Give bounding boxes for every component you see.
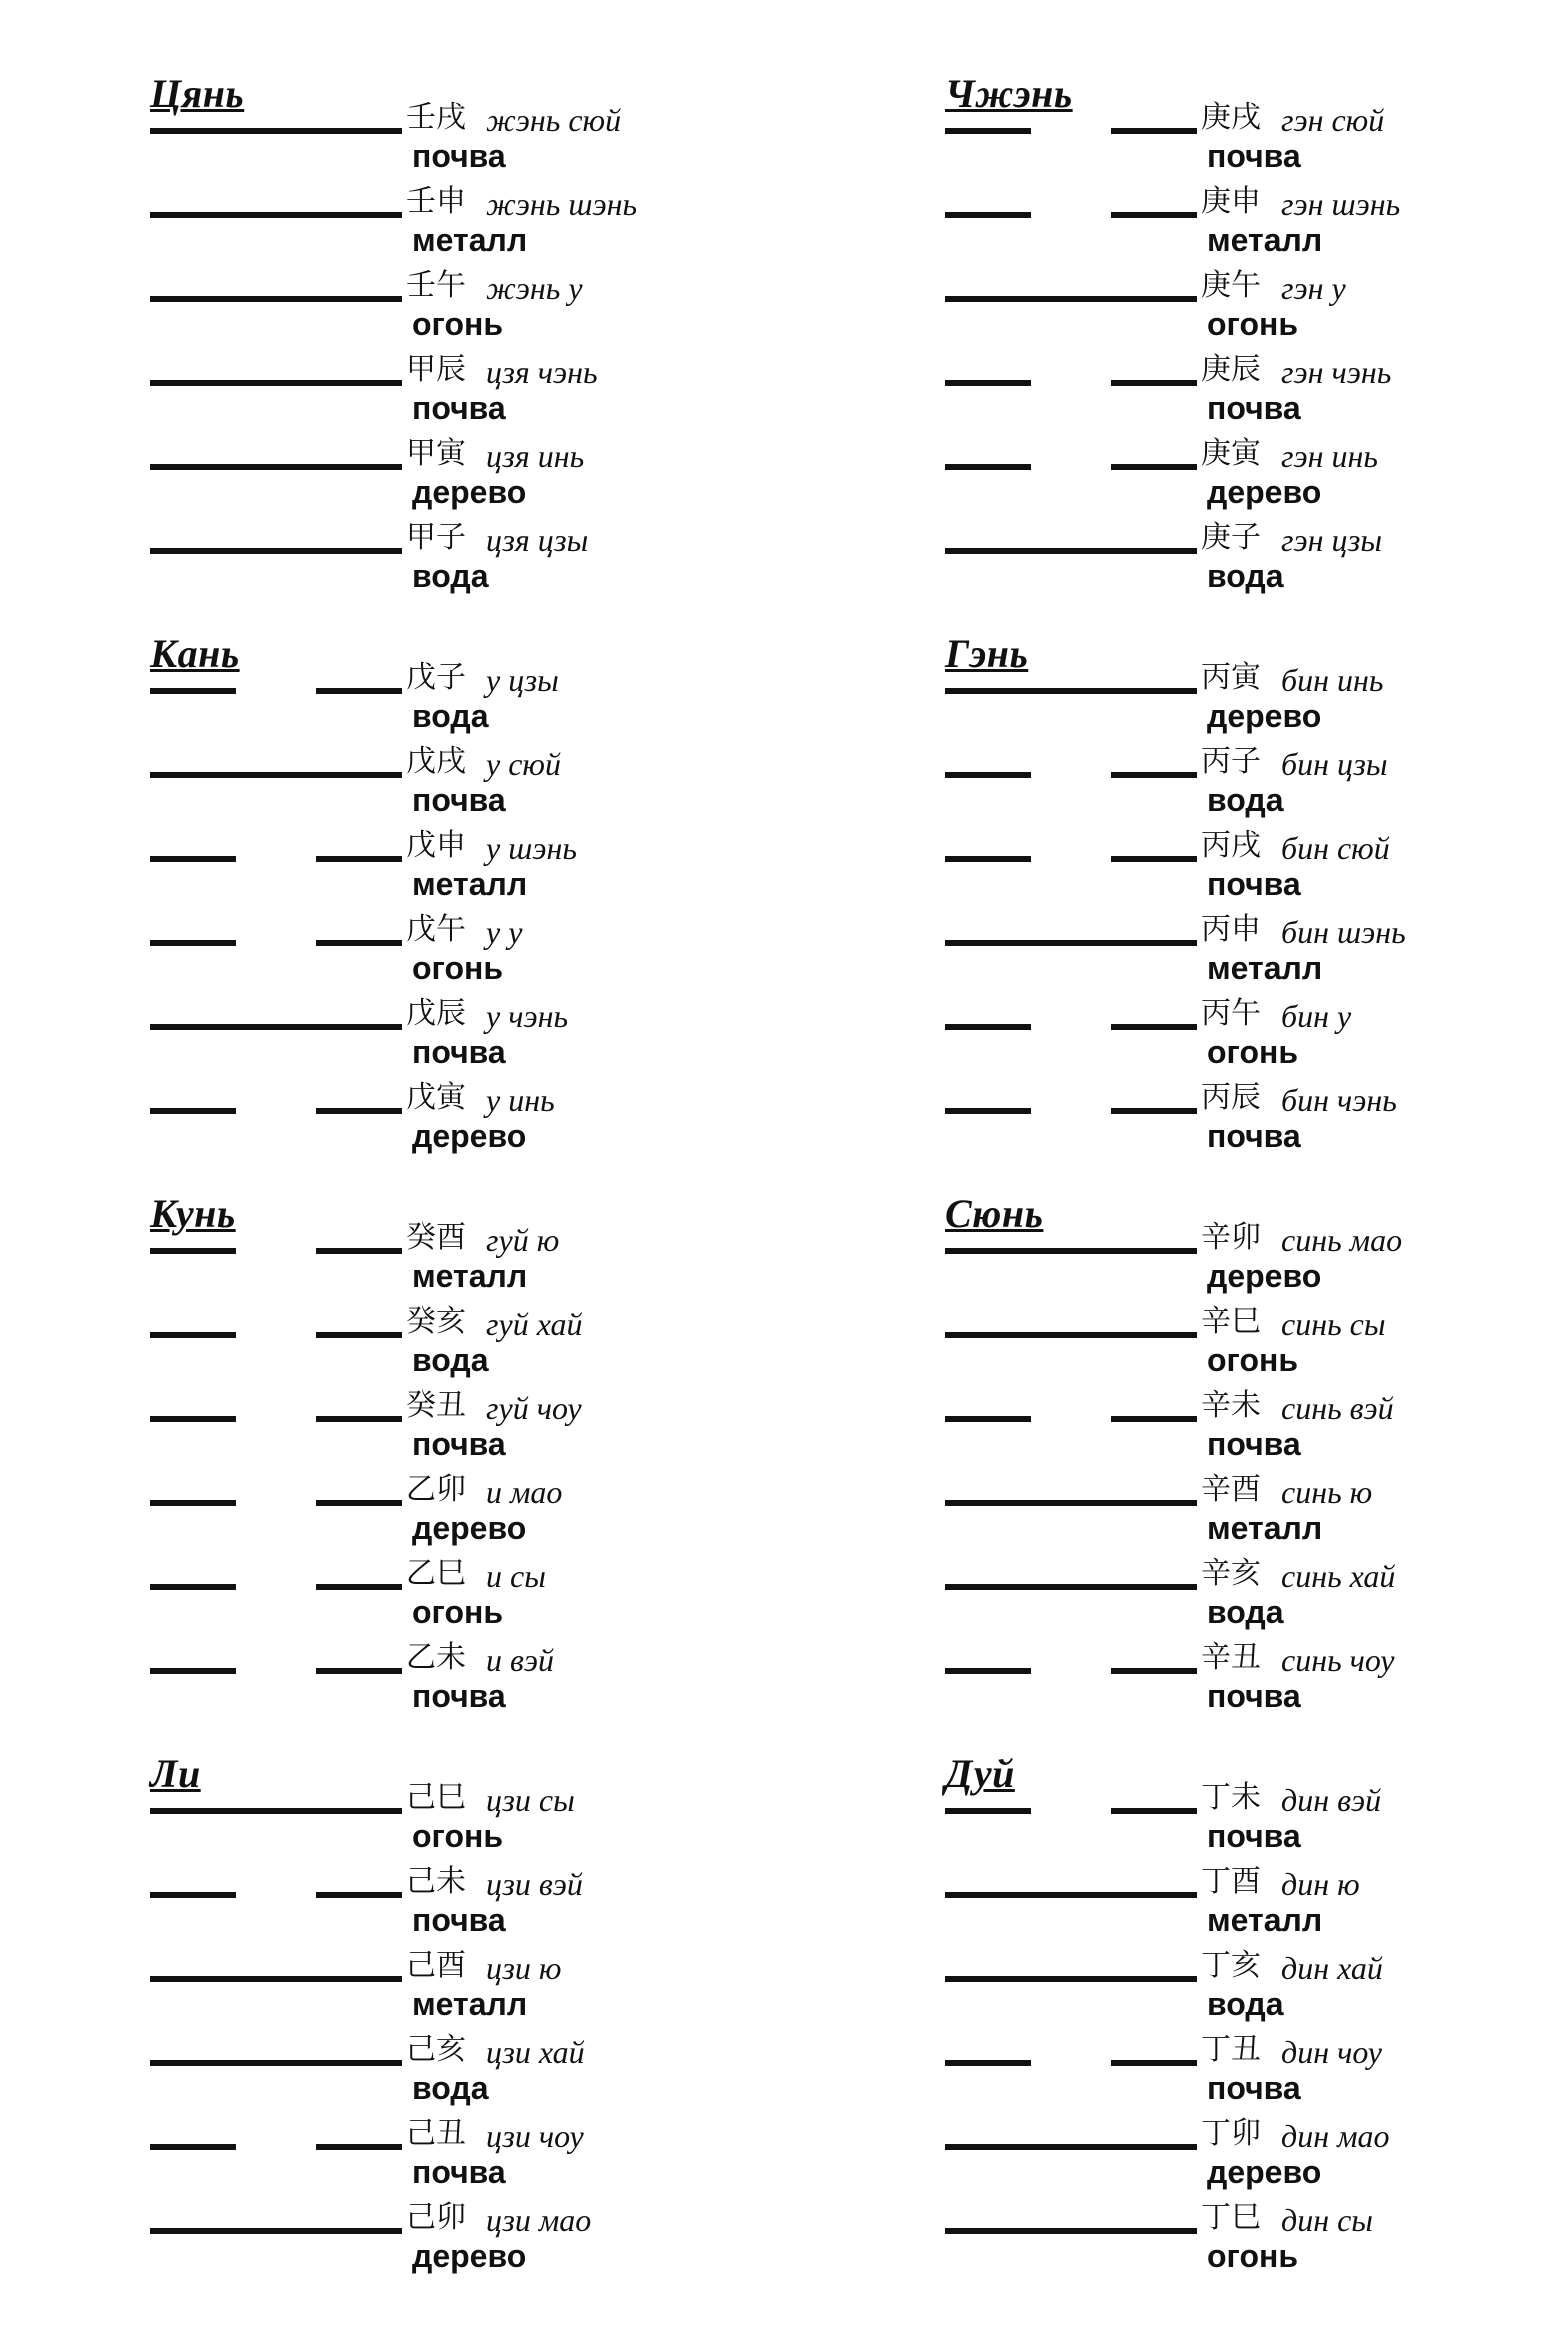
line-hanzi: 己未 bbox=[406, 1864, 466, 1899]
line-row bbox=[945, 510, 1505, 594]
line-reading: синь ю bbox=[1281, 1474, 1373, 1510]
yang-line bbox=[945, 1500, 1197, 1506]
yang-line bbox=[150, 1808, 402, 1814]
line-row bbox=[945, 342, 1505, 426]
yang-line bbox=[150, 2228, 402, 2234]
line-row bbox=[945, 734, 1505, 818]
line-row bbox=[945, 1938, 1505, 2022]
yin-line-left-segment bbox=[945, 856, 1031, 862]
line-hanzi: 己亥 bbox=[406, 2032, 466, 2067]
yang-line bbox=[150, 1976, 402, 1982]
yin-line-right-segment bbox=[1111, 380, 1197, 386]
line-hanzi: 丙子 bbox=[1201, 744, 1261, 779]
line-element: почва bbox=[412, 1902, 506, 1938]
line-row bbox=[150, 1938, 710, 2022]
yin-line-left-segment bbox=[150, 1416, 236, 1422]
line-hanzi: 丁巳 bbox=[1201, 2200, 1261, 2235]
yin-line-right-segment bbox=[316, 1584, 402, 1590]
line-row bbox=[945, 1546, 1505, 1630]
yin-line-left-segment bbox=[945, 464, 1031, 470]
yang-line bbox=[945, 940, 1197, 946]
line-element: металл bbox=[1207, 950, 1323, 986]
line-row bbox=[945, 1462, 1505, 1546]
trigram-title: Гэнь bbox=[945, 631, 1029, 676]
line-row bbox=[945, 818, 1505, 902]
line-row bbox=[150, 342, 710, 426]
line-row bbox=[150, 1070, 710, 1154]
line-row bbox=[150, 2106, 710, 2190]
yin-line-left-segment bbox=[945, 1108, 1031, 1114]
line-row bbox=[150, 426, 710, 510]
line-row bbox=[945, 1630, 1505, 1714]
line-reading: бин сюй bbox=[1281, 830, 1390, 866]
yin-line-left-segment bbox=[150, 940, 236, 946]
yin-line-right-segment bbox=[1111, 2060, 1197, 2066]
line-element: вода bbox=[1207, 1594, 1284, 1630]
line-reading: дин мао bbox=[1281, 2118, 1390, 2154]
line-reading: бин шэнь bbox=[1281, 914, 1406, 950]
line-hanzi: 乙卯 bbox=[406, 1472, 466, 1507]
line-reading: бин чэнь bbox=[1281, 1082, 1397, 1118]
line-reading: жэнь сюй bbox=[486, 102, 622, 138]
line-reading: дин хай bbox=[1281, 1950, 1383, 1986]
line-hanzi: 戊申 bbox=[406, 828, 466, 863]
line-reading: гэн цзы bbox=[1281, 522, 1383, 558]
line-element: огонь bbox=[412, 306, 503, 342]
line-row bbox=[150, 1630, 710, 1714]
line-element: металл bbox=[412, 866, 528, 902]
line-element: дерево bbox=[412, 1510, 527, 1546]
line-row bbox=[150, 818, 710, 902]
trigram-block-dui bbox=[945, 1750, 1505, 2274]
line-hanzi: 丙寅 bbox=[1201, 660, 1261, 695]
line-reading: и сы bbox=[486, 1558, 546, 1594]
line-hanzi: 乙巳 bbox=[406, 1556, 466, 1591]
yang-line bbox=[945, 1332, 1197, 1338]
yang-line bbox=[150, 296, 402, 302]
line-row bbox=[945, 90, 1505, 174]
line-hanzi: 丙戌 bbox=[1201, 828, 1261, 863]
trigram-block-li bbox=[150, 1750, 710, 2274]
trigram-block-qian bbox=[150, 70, 710, 594]
line-hanzi: 戊戌 bbox=[406, 744, 466, 779]
yin-line-left-segment bbox=[945, 1668, 1031, 1674]
yin-line-right-segment bbox=[1111, 212, 1197, 218]
line-hanzi: 己巳 bbox=[406, 1780, 466, 1815]
line-element: почва bbox=[1207, 866, 1301, 902]
line-reading: цзи хай bbox=[486, 2034, 585, 2070]
line-element: вода bbox=[1207, 1986, 1284, 2022]
line-reading: дин чоу bbox=[1281, 2034, 1382, 2070]
line-reading: дин вэй bbox=[1281, 1782, 1382, 1818]
line-reading: синь сы bbox=[1281, 1306, 1386, 1342]
line-element: огонь bbox=[1207, 2238, 1298, 2274]
trigram-title: Ли bbox=[150, 1751, 201, 1796]
line-hanzi: 癸酉 bbox=[406, 1220, 466, 1255]
line-reading: у у bbox=[486, 914, 523, 950]
line-element: почва bbox=[1207, 2070, 1301, 2106]
yin-line-right-segment bbox=[1111, 128, 1197, 134]
line-element: огонь bbox=[412, 1594, 503, 1630]
line-element: металл bbox=[412, 1258, 528, 1294]
line-element: почва bbox=[1207, 1678, 1301, 1714]
line-hanzi: 丁未 bbox=[1201, 1780, 1261, 1815]
line-row bbox=[150, 90, 710, 174]
line-reading: бин цзы bbox=[1281, 746, 1388, 782]
line-element: вода bbox=[412, 1342, 489, 1378]
line-hanzi: 辛卯 bbox=[1201, 1220, 1261, 1255]
line-reading: гэн сюй bbox=[1281, 102, 1385, 138]
line-reading: цзи мао bbox=[486, 2202, 592, 2238]
yang-line bbox=[150, 2060, 402, 2066]
yin-line-left-segment bbox=[945, 1024, 1031, 1030]
yin-line-right-segment bbox=[316, 1668, 402, 1674]
line-reading: и мао bbox=[486, 1474, 563, 1510]
line-element: дерево bbox=[1207, 1258, 1322, 1294]
line-row bbox=[945, 258, 1505, 342]
yin-line-left-segment bbox=[945, 380, 1031, 386]
line-row bbox=[945, 2190, 1505, 2274]
line-element: металл bbox=[1207, 1510, 1323, 1546]
line-row bbox=[150, 650, 710, 734]
line-element: почва bbox=[1207, 138, 1301, 174]
line-reading: цзи ю bbox=[486, 1950, 562, 1986]
line-row bbox=[945, 1854, 1505, 1938]
line-element: огонь bbox=[1207, 306, 1298, 342]
line-reading: дин ю bbox=[1281, 1866, 1360, 1902]
yin-line-left-segment bbox=[150, 856, 236, 862]
yang-line bbox=[945, 548, 1197, 554]
yin-line-right-segment bbox=[1111, 856, 1197, 862]
line-hanzi: 庚午 bbox=[1201, 268, 1261, 303]
line-hanzi: 丙申 bbox=[1201, 912, 1261, 947]
line-row bbox=[150, 1854, 710, 1938]
yin-line-left-segment bbox=[150, 1248, 236, 1254]
line-element: вода bbox=[412, 558, 489, 594]
line-hanzi: 丁卯 bbox=[1201, 2116, 1261, 2151]
line-reading: синь вэй bbox=[1281, 1390, 1394, 1426]
yang-line bbox=[150, 548, 402, 554]
line-reading: гэн у bbox=[1281, 270, 1346, 306]
line-row bbox=[945, 426, 1505, 510]
line-hanzi: 庚申 bbox=[1201, 184, 1261, 219]
trigram-title: Сюнь bbox=[945, 1191, 1044, 1236]
yin-line-right-segment bbox=[316, 1416, 402, 1422]
line-hanzi: 戊寅 bbox=[406, 1080, 466, 1115]
line-element: металл bbox=[412, 222, 528, 258]
yin-line-left-segment bbox=[945, 128, 1031, 134]
line-row bbox=[150, 1378, 710, 1462]
yin-line-left-segment bbox=[945, 772, 1031, 778]
line-hanzi: 己酉 bbox=[406, 1948, 466, 1983]
yin-line-right-segment bbox=[1111, 1668, 1197, 1674]
yin-line-right-segment bbox=[316, 1248, 402, 1254]
yang-line bbox=[150, 1024, 402, 1030]
yang-line bbox=[945, 2228, 1197, 2234]
line-hanzi: 辛巳 bbox=[1201, 1304, 1261, 1339]
line-reading: жэнь у bbox=[486, 270, 583, 306]
line-reading: бин инь bbox=[1281, 662, 1384, 698]
trigram-title: Цянь bbox=[150, 71, 245, 116]
line-reading: гуй хай bbox=[486, 1306, 583, 1342]
yin-line-left-segment bbox=[945, 2060, 1031, 2066]
line-row bbox=[945, 1294, 1505, 1378]
line-hanzi: 辛未 bbox=[1201, 1388, 1261, 1423]
yang-line bbox=[945, 296, 1197, 302]
line-row bbox=[150, 1462, 710, 1546]
line-row bbox=[150, 1770, 710, 1854]
line-element: огонь bbox=[1207, 1034, 1298, 1070]
line-hanzi: 壬戌 bbox=[406, 100, 466, 135]
line-reading: у шэнь bbox=[486, 830, 577, 866]
yin-line-left-segment bbox=[945, 1416, 1031, 1422]
line-element: вода bbox=[412, 698, 489, 734]
line-reading: гуй ю bbox=[486, 1222, 560, 1258]
yin-line-right-segment bbox=[1111, 1808, 1197, 1814]
line-element: огонь bbox=[412, 950, 503, 986]
line-hanzi: 辛酉 bbox=[1201, 1472, 1261, 1507]
line-hanzi: 壬申 bbox=[406, 184, 466, 219]
line-element: почва bbox=[412, 2154, 506, 2190]
line-element: дерево bbox=[1207, 2154, 1322, 2190]
line-reading: у чэнь bbox=[486, 998, 569, 1034]
yang-line bbox=[945, 688, 1197, 694]
yin-line-right-segment bbox=[316, 856, 402, 862]
yin-line-right-segment bbox=[316, 1108, 402, 1114]
line-hanzi: 甲子 bbox=[406, 520, 466, 555]
line-element: почва bbox=[1207, 390, 1301, 426]
line-reading: синь мао bbox=[1281, 1222, 1403, 1258]
yin-line-right-segment bbox=[316, 1332, 402, 1338]
line-row bbox=[945, 902, 1505, 986]
line-element: вода bbox=[1207, 558, 1284, 594]
yang-line bbox=[150, 212, 402, 218]
line-row bbox=[150, 986, 710, 1070]
yin-line-left-segment bbox=[150, 1892, 236, 1898]
line-element: дерево bbox=[412, 1118, 527, 1154]
trigram-block-xun bbox=[945, 1190, 1505, 1714]
line-row bbox=[945, 174, 1505, 258]
line-element: огонь bbox=[1207, 1342, 1298, 1378]
line-hanzi: 辛丑 bbox=[1201, 1640, 1261, 1675]
yin-line-left-segment bbox=[945, 1808, 1031, 1814]
line-row bbox=[150, 1546, 710, 1630]
line-row bbox=[150, 902, 710, 986]
trigram-title: Чжэнь bbox=[945, 71, 1073, 116]
line-row bbox=[150, 510, 710, 594]
yang-line bbox=[945, 2144, 1197, 2150]
trigram-title: Кань bbox=[150, 631, 240, 676]
line-element: металл bbox=[1207, 1902, 1323, 1938]
line-hanzi: 癸亥 bbox=[406, 1304, 466, 1339]
line-hanzi: 丁酉 bbox=[1201, 1864, 1261, 1899]
yin-line-right-segment bbox=[1111, 1108, 1197, 1114]
yin-line-right-segment bbox=[1111, 1416, 1197, 1422]
line-row bbox=[945, 1070, 1505, 1154]
yin-line-right-segment bbox=[316, 2144, 402, 2150]
line-element: вода bbox=[412, 2070, 489, 2106]
trigram-block-zhen bbox=[945, 70, 1505, 594]
line-reading: гэн инь bbox=[1281, 438, 1378, 474]
line-reading: у сюй bbox=[486, 746, 561, 782]
yang-line bbox=[150, 772, 402, 778]
line-element: почва bbox=[412, 1678, 506, 1714]
yin-line-right-segment bbox=[316, 940, 402, 946]
yin-line-left-segment bbox=[150, 1584, 236, 1590]
yin-line-left-segment bbox=[945, 212, 1031, 218]
yang-line bbox=[150, 380, 402, 386]
line-element: огонь bbox=[412, 1818, 503, 1854]
trigram-block-kan bbox=[150, 630, 710, 1154]
line-element: почва bbox=[1207, 1118, 1301, 1154]
line-reading: цзи вэй bbox=[486, 1866, 583, 1902]
yin-line-left-segment bbox=[150, 1108, 236, 1114]
yin-line-left-segment bbox=[150, 688, 236, 694]
line-element: почва bbox=[1207, 1426, 1301, 1462]
line-hanzi: 壬午 bbox=[406, 268, 466, 303]
line-row bbox=[150, 2022, 710, 2106]
yang-line bbox=[945, 1892, 1197, 1898]
line-hanzi: 戊午 bbox=[406, 912, 466, 947]
line-reading: цзя инь bbox=[486, 438, 585, 474]
line-reading: цзи сы bbox=[486, 1782, 575, 1818]
line-reading: у инь bbox=[486, 1082, 555, 1118]
line-reading: цзя чэнь bbox=[486, 354, 598, 390]
line-element: почва bbox=[412, 138, 506, 174]
line-hanzi: 辛亥 bbox=[1201, 1556, 1261, 1591]
line-row bbox=[945, 2022, 1505, 2106]
line-hanzi: 庚戌 bbox=[1201, 100, 1261, 135]
line-hanzi: 丙辰 bbox=[1201, 1080, 1261, 1115]
yang-line bbox=[945, 1584, 1197, 1590]
yin-line-right-segment bbox=[316, 1500, 402, 1506]
line-element: почва bbox=[412, 1034, 506, 1070]
line-hanzi: 丁丑 bbox=[1201, 2032, 1261, 2067]
line-element: почва bbox=[412, 1426, 506, 1462]
line-hanzi: 己丑 bbox=[406, 2116, 466, 2151]
line-row bbox=[945, 1210, 1505, 1294]
line-element: вода bbox=[1207, 782, 1284, 818]
line-hanzi: 戊辰 bbox=[406, 996, 466, 1031]
trigram-title: Кунь bbox=[150, 1191, 236, 1236]
line-hanzi: 甲辰 bbox=[406, 352, 466, 387]
trigram-title: Дуй bbox=[945, 1751, 1015, 1796]
line-reading: цзи чоу bbox=[486, 2118, 584, 2154]
line-row bbox=[150, 1210, 710, 1294]
line-element: дерево bbox=[412, 2238, 527, 2274]
yin-line-right-segment bbox=[1111, 464, 1197, 470]
line-row bbox=[945, 1378, 1505, 1462]
line-row bbox=[945, 1770, 1505, 1854]
line-element: почва bbox=[1207, 1818, 1301, 1854]
yin-line-left-segment bbox=[150, 2144, 236, 2150]
line-hanzi: 庚辰 bbox=[1201, 352, 1261, 387]
line-element: почва bbox=[412, 390, 506, 426]
line-reading: синь хай bbox=[1281, 1558, 1396, 1594]
line-row bbox=[150, 2190, 710, 2274]
line-row bbox=[945, 2106, 1505, 2190]
line-hanzi: 甲寅 bbox=[406, 436, 466, 471]
line-element: почва bbox=[412, 782, 506, 818]
line-element: дерево bbox=[1207, 474, 1322, 510]
yin-line-right-segment bbox=[1111, 1024, 1197, 1030]
yin-line-left-segment bbox=[150, 1668, 236, 1674]
yang-line bbox=[150, 464, 402, 470]
yang-line bbox=[150, 128, 402, 134]
yin-line-right-segment bbox=[316, 1892, 402, 1898]
yang-line bbox=[945, 1248, 1197, 1254]
line-reading: цзя цзы bbox=[486, 522, 589, 558]
yin-line-right-segment bbox=[316, 688, 402, 694]
line-reading: бин у bbox=[1281, 998, 1352, 1034]
line-hanzi: 庚寅 bbox=[1201, 436, 1261, 471]
line-row bbox=[150, 734, 710, 818]
line-reading: дин сы bbox=[1281, 2202, 1373, 2238]
line-hanzi: 癸丑 bbox=[406, 1388, 466, 1423]
yang-line bbox=[945, 1976, 1197, 1982]
line-hanzi: 己卯 bbox=[406, 2200, 466, 2235]
line-reading: жэнь шэнь bbox=[486, 186, 638, 222]
line-row bbox=[150, 174, 710, 258]
line-hanzi: 戊子 bbox=[406, 660, 466, 695]
line-hanzi: 乙未 bbox=[406, 1640, 466, 1675]
line-element: металл bbox=[1207, 222, 1323, 258]
line-row bbox=[945, 986, 1505, 1070]
line-hanzi: 丙午 bbox=[1201, 996, 1261, 1031]
line-reading: синь чоу bbox=[1281, 1642, 1395, 1678]
line-row bbox=[945, 650, 1505, 734]
yin-line-left-segment bbox=[150, 1332, 236, 1338]
line-element: дерево bbox=[412, 474, 527, 510]
trigram-block-gen bbox=[945, 630, 1505, 1154]
line-reading: гэн шэнь bbox=[1281, 186, 1401, 222]
line-element: дерево bbox=[1207, 698, 1322, 734]
line-reading: и вэй bbox=[486, 1642, 554, 1678]
line-hanzi: 庚子 bbox=[1201, 520, 1261, 555]
yin-line-right-segment bbox=[1111, 772, 1197, 778]
line-row bbox=[150, 258, 710, 342]
line-reading: у цзы bbox=[486, 662, 559, 698]
line-reading: гэн чэнь bbox=[1281, 354, 1392, 390]
line-element: металл bbox=[412, 1986, 528, 2022]
trigram-block-kun bbox=[150, 1190, 710, 1714]
line-row bbox=[150, 1294, 710, 1378]
yin-line-left-segment bbox=[150, 1500, 236, 1506]
line-reading: гуй чоу bbox=[486, 1390, 582, 1426]
line-hanzi: 丁亥 bbox=[1201, 1948, 1261, 1983]
